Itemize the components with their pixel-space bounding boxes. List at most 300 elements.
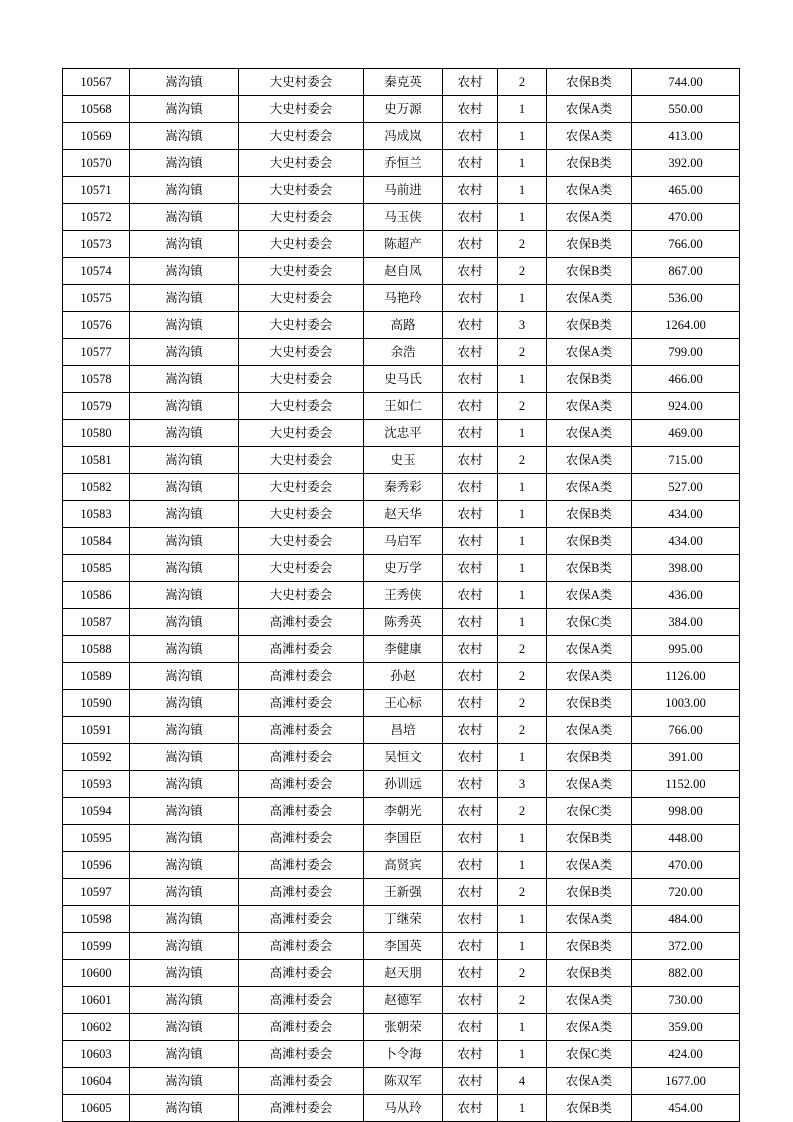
cell-id: 10592: [63, 744, 130, 771]
cell-category: 农保A类: [547, 717, 632, 744]
cell-household_type: 农村: [443, 609, 498, 636]
cell-category: 农保A类: [547, 1068, 632, 1095]
cell-town: 嵩沟镇: [130, 744, 239, 771]
cell-household_type: 农村: [443, 744, 498, 771]
cell-id: 10582: [63, 474, 130, 501]
cell-household_type: 农村: [443, 879, 498, 906]
cell-category: 农保A类: [547, 177, 632, 204]
cell-id: 10573: [63, 231, 130, 258]
cell-name: 王心标: [364, 690, 443, 717]
cell-name: 陈双军: [364, 1068, 443, 1095]
table-row: [63, 825, 740, 852]
cell-category: 农保B类: [547, 69, 632, 96]
cell-id: 10581: [63, 447, 130, 474]
cell-id: 10586: [63, 582, 130, 609]
cell-id: 10584: [63, 528, 130, 555]
cell-category: 农保B类: [547, 825, 632, 852]
cell-household_type: 农村: [443, 177, 498, 204]
cell-village: 高滩村委会: [239, 798, 364, 825]
cell-household_type: 农村: [443, 690, 498, 717]
cell-village: 大史村委会: [239, 393, 364, 420]
cell-household_type: 农村: [443, 123, 498, 150]
cell-amount: 720.00: [632, 879, 740, 906]
table-row: [63, 717, 740, 744]
cell-category: 农保B类: [547, 528, 632, 555]
cell-village: 高滩村委会: [239, 744, 364, 771]
cell-persons: 1: [498, 528, 547, 555]
cell-name: 卜令海: [364, 1041, 443, 1068]
table-row: [63, 636, 740, 663]
table-row: [63, 582, 740, 609]
cell-id: 10576: [63, 312, 130, 339]
cell-persons: 1: [498, 1014, 547, 1041]
cell-town: 嵩沟镇: [130, 1095, 239, 1122]
cell-amount: 766.00: [632, 231, 740, 258]
cell-name: 孙训远: [364, 771, 443, 798]
cell-household_type: 农村: [443, 312, 498, 339]
cell-name: 昌培: [364, 717, 443, 744]
cell-persons: 1: [498, 555, 547, 582]
cell-town: 嵩沟镇: [130, 555, 239, 582]
cell-amount: 766.00: [632, 717, 740, 744]
cell-id: 10570: [63, 150, 130, 177]
cell-category: 农保A类: [547, 285, 632, 312]
table-row: [63, 123, 740, 150]
cell-amount: 470.00: [632, 204, 740, 231]
cell-category: 农保B类: [547, 231, 632, 258]
table-row: [63, 393, 740, 420]
cell-category: 农保A类: [547, 420, 632, 447]
cell-village: 高滩村委会: [239, 987, 364, 1014]
table-row: [63, 150, 740, 177]
cell-amount: 413.00: [632, 123, 740, 150]
table-row: [63, 312, 740, 339]
cell-persons: 2: [498, 717, 547, 744]
cell-village: 大史村委会: [239, 312, 364, 339]
cell-town: 嵩沟镇: [130, 717, 239, 744]
cell-village: 大史村委会: [239, 528, 364, 555]
cell-persons: 1: [498, 744, 547, 771]
cell-amount: 466.00: [632, 366, 740, 393]
cell-name: 李朝光: [364, 798, 443, 825]
cell-village: 高滩村委会: [239, 609, 364, 636]
table-row: [63, 366, 740, 393]
cell-household_type: 农村: [443, 96, 498, 123]
cell-town: 嵩沟镇: [130, 1068, 239, 1095]
cell-amount: 470.00: [632, 852, 740, 879]
cell-town: 嵩沟镇: [130, 987, 239, 1014]
cell-id: 10575: [63, 285, 130, 312]
table-row: [63, 798, 740, 825]
cell-category: 农保A类: [547, 204, 632, 231]
cell-name: 乔恒兰: [364, 150, 443, 177]
cell-amount: 998.00: [632, 798, 740, 825]
table-row: [63, 1014, 740, 1041]
cell-id: 10599: [63, 933, 130, 960]
cell-persons: 2: [498, 339, 547, 366]
cell-id: 10588: [63, 636, 130, 663]
cell-id: 10594: [63, 798, 130, 825]
cell-id: 10605: [63, 1095, 130, 1122]
cell-persons: 1: [498, 177, 547, 204]
cell-household_type: 农村: [443, 204, 498, 231]
table-row: [63, 1068, 740, 1095]
cell-category: 农保A类: [547, 663, 632, 690]
cell-persons: 4: [498, 1068, 547, 1095]
cell-persons: 2: [498, 690, 547, 717]
cell-village: 大史村委会: [239, 258, 364, 285]
cell-amount: 799.00: [632, 339, 740, 366]
cell-amount: 1677.00: [632, 1068, 740, 1095]
cell-village: 大史村委会: [239, 285, 364, 312]
cell-amount: 550.00: [632, 96, 740, 123]
cell-id: 10597: [63, 879, 130, 906]
cell-town: 嵩沟镇: [130, 906, 239, 933]
cell-town: 嵩沟镇: [130, 501, 239, 528]
table-row: [63, 231, 740, 258]
cell-town: 嵩沟镇: [130, 96, 239, 123]
cell-amount: 1003.00: [632, 690, 740, 717]
cell-amount: 995.00: [632, 636, 740, 663]
cell-town: 嵩沟镇: [130, 150, 239, 177]
cell-household_type: 农村: [443, 717, 498, 744]
cell-id: 10600: [63, 960, 130, 987]
cell-household_type: 农村: [443, 636, 498, 663]
cell-id: 10602: [63, 1014, 130, 1041]
cell-name: 马启军: [364, 528, 443, 555]
cell-name: 吴恒文: [364, 744, 443, 771]
cell-village: 高滩村委会: [239, 636, 364, 663]
cell-persons: 1: [498, 420, 547, 447]
cell-town: 嵩沟镇: [130, 258, 239, 285]
cell-name: 史万学: [364, 555, 443, 582]
cell-town: 嵩沟镇: [130, 312, 239, 339]
cell-persons: 2: [498, 636, 547, 663]
cell-id: 10578: [63, 366, 130, 393]
cell-amount: 384.00: [632, 609, 740, 636]
cell-household_type: 农村: [443, 933, 498, 960]
cell-category: 农保C类: [547, 1041, 632, 1068]
table-row: [63, 528, 740, 555]
cell-village: 大史村委会: [239, 420, 364, 447]
cell-id: 10567: [63, 69, 130, 96]
cell-household_type: 农村: [443, 555, 498, 582]
cell-persons: 1: [498, 906, 547, 933]
cell-amount: 391.00: [632, 744, 740, 771]
subsidy-roster-table: [62, 68, 740, 1122]
cell-amount: 1152.00: [632, 771, 740, 798]
cell-persons: 2: [498, 258, 547, 285]
cell-household_type: 农村: [443, 285, 498, 312]
cell-category: 农保B类: [547, 690, 632, 717]
cell-name: 赵天朋: [364, 960, 443, 987]
cell-category: 农保B类: [547, 366, 632, 393]
cell-persons: 1: [498, 1041, 547, 1068]
table-row: [63, 879, 740, 906]
cell-id: 10585: [63, 555, 130, 582]
cell-category: 农保A类: [547, 852, 632, 879]
cell-household_type: 农村: [443, 1095, 498, 1122]
cell-household_type: 农村: [443, 852, 498, 879]
cell-town: 嵩沟镇: [130, 339, 239, 366]
cell-category: 农保C类: [547, 609, 632, 636]
cell-name: 王新强: [364, 879, 443, 906]
cell-town: 嵩沟镇: [130, 690, 239, 717]
table-row: [63, 69, 740, 96]
cell-amount: 436.00: [632, 582, 740, 609]
cell-persons: 1: [498, 825, 547, 852]
cell-amount: 1264.00: [632, 312, 740, 339]
cell-amount: 484.00: [632, 906, 740, 933]
cell-town: 嵩沟镇: [130, 231, 239, 258]
cell-household_type: 农村: [443, 987, 498, 1014]
cell-household_type: 农村: [443, 258, 498, 285]
cell-name: 史万源: [364, 96, 443, 123]
cell-town: 嵩沟镇: [130, 609, 239, 636]
cell-household_type: 农村: [443, 771, 498, 798]
cell-id: 10587: [63, 609, 130, 636]
cell-category: 农保A类: [547, 582, 632, 609]
table-row: [63, 339, 740, 366]
cell-village: 大史村委会: [239, 582, 364, 609]
cell-village: 高滩村委会: [239, 960, 364, 987]
cell-village: 大史村委会: [239, 204, 364, 231]
cell-persons: 1: [498, 582, 547, 609]
cell-persons: 2: [498, 879, 547, 906]
table-row: [63, 933, 740, 960]
cell-id: 10583: [63, 501, 130, 528]
cell-persons: 2: [498, 69, 547, 96]
table-row: [63, 474, 740, 501]
cell-town: 嵩沟镇: [130, 1041, 239, 1068]
cell-persons: 1: [498, 501, 547, 528]
cell-household_type: 农村: [443, 528, 498, 555]
cell-category: 农保A类: [547, 123, 632, 150]
cell-id: 10568: [63, 96, 130, 123]
cell-amount: 359.00: [632, 1014, 740, 1041]
cell-id: 10590: [63, 690, 130, 717]
cell-category: 农保B类: [547, 555, 632, 582]
cell-amount: 1126.00: [632, 663, 740, 690]
cell-town: 嵩沟镇: [130, 474, 239, 501]
cell-name: 马玉侠: [364, 204, 443, 231]
cell-name: 高路: [364, 312, 443, 339]
cell-amount: 469.00: [632, 420, 740, 447]
cell-id: 10580: [63, 420, 130, 447]
cell-id: 10596: [63, 852, 130, 879]
cell-name: 史玉: [364, 447, 443, 474]
cell-persons: 1: [498, 1095, 547, 1122]
cell-town: 嵩沟镇: [130, 204, 239, 231]
cell-village: 高滩村委会: [239, 879, 364, 906]
cell-persons: 1: [498, 852, 547, 879]
table-row: [63, 258, 740, 285]
cell-id: 10571: [63, 177, 130, 204]
cell-household_type: 农村: [443, 420, 498, 447]
cell-category: 农保B类: [547, 150, 632, 177]
cell-town: 嵩沟镇: [130, 366, 239, 393]
cell-village: 高滩村委会: [239, 852, 364, 879]
cell-household_type: 农村: [443, 825, 498, 852]
cell-household_type: 农村: [443, 474, 498, 501]
cell-town: 嵩沟镇: [130, 447, 239, 474]
cell-name: 陈超产: [364, 231, 443, 258]
cell-town: 嵩沟镇: [130, 1014, 239, 1041]
cell-amount: 715.00: [632, 447, 740, 474]
table-row: [63, 987, 740, 1014]
cell-category: 农保A类: [547, 771, 632, 798]
cell-household_type: 农村: [443, 906, 498, 933]
cell-town: 嵩沟镇: [130, 771, 239, 798]
cell-village: 大史村委会: [239, 474, 364, 501]
cell-village: 大史村委会: [239, 555, 364, 582]
cell-village: 高滩村委会: [239, 717, 364, 744]
cell-amount: 882.00: [632, 960, 740, 987]
cell-persons: 1: [498, 933, 547, 960]
cell-town: 嵩沟镇: [130, 933, 239, 960]
cell-village: 高滩村委会: [239, 771, 364, 798]
cell-name: 张朝荣: [364, 1014, 443, 1041]
cell-household_type: 农村: [443, 960, 498, 987]
cell-village: 高滩村委会: [239, 1041, 364, 1068]
table-row: [63, 663, 740, 690]
cell-persons: 1: [498, 150, 547, 177]
cell-name: 李健康: [364, 636, 443, 663]
cell-amount: 454.00: [632, 1095, 740, 1122]
cell-household_type: 农村: [443, 69, 498, 96]
cell-category: 农保B类: [547, 258, 632, 285]
cell-town: 嵩沟镇: [130, 825, 239, 852]
cell-id: 10572: [63, 204, 130, 231]
cell-amount: 924.00: [632, 393, 740, 420]
cell-category: 农保A类: [547, 1014, 632, 1041]
cell-village: 大史村委会: [239, 447, 364, 474]
cell-persons: 2: [498, 798, 547, 825]
cell-persons: 1: [498, 285, 547, 312]
cell-category: 农保B类: [547, 501, 632, 528]
table-row: [63, 204, 740, 231]
cell-persons: 2: [498, 231, 547, 258]
cell-category: 农保A类: [547, 96, 632, 123]
cell-household_type: 农村: [443, 150, 498, 177]
table-row: [63, 501, 740, 528]
cell-household_type: 农村: [443, 1068, 498, 1095]
table-row: [63, 420, 740, 447]
table-row: [63, 1095, 740, 1122]
table-row: [63, 1041, 740, 1068]
cell-name: 赵自凤: [364, 258, 443, 285]
cell-persons: 1: [498, 204, 547, 231]
cell-category: 农保A类: [547, 474, 632, 501]
cell-village: 大史村委会: [239, 231, 364, 258]
cell-name: 冯成岚: [364, 123, 443, 150]
cell-id: 10579: [63, 393, 130, 420]
cell-town: 嵩沟镇: [130, 663, 239, 690]
cell-village: 高滩村委会: [239, 1095, 364, 1122]
cell-category: 农保A类: [547, 447, 632, 474]
cell-persons: 1: [498, 366, 547, 393]
cell-id: 10601: [63, 987, 130, 1014]
cell-town: 嵩沟镇: [130, 582, 239, 609]
cell-name: 马艳玲: [364, 285, 443, 312]
cell-household_type: 农村: [443, 366, 498, 393]
cell-amount: 398.00: [632, 555, 740, 582]
cell-village: 大史村委会: [239, 177, 364, 204]
table-row: [63, 96, 740, 123]
cell-persons: 2: [498, 447, 547, 474]
cell-household_type: 农村: [443, 231, 498, 258]
cell-id: 10604: [63, 1068, 130, 1095]
cell-id: 10595: [63, 825, 130, 852]
cell-id: 10603: [63, 1041, 130, 1068]
cell-amount: 527.00: [632, 474, 740, 501]
cell-id: 10577: [63, 339, 130, 366]
cell-persons: 2: [498, 663, 547, 690]
cell-amount: 424.00: [632, 1041, 740, 1068]
cell-category: 农保A类: [547, 393, 632, 420]
cell-name: 马前进: [364, 177, 443, 204]
cell-village: 高滩村委会: [239, 1068, 364, 1095]
cell-name: 秦秀彩: [364, 474, 443, 501]
cell-village: 大史村委会: [239, 366, 364, 393]
cell-persons: 1: [498, 123, 547, 150]
table-row: [63, 555, 740, 582]
cell-household_type: 农村: [443, 1041, 498, 1068]
cell-id: 10569: [63, 123, 130, 150]
cell-town: 嵩沟镇: [130, 177, 239, 204]
cell-persons: 2: [498, 393, 547, 420]
cell-amount: 465.00: [632, 177, 740, 204]
cell-id: 10598: [63, 906, 130, 933]
cell-amount: 434.00: [632, 501, 740, 528]
cell-category: 农保B类: [547, 933, 632, 960]
cell-persons: 2: [498, 960, 547, 987]
cell-category: 农保B类: [547, 960, 632, 987]
cell-village: 大史村委会: [239, 96, 364, 123]
cell-name: 陈秀英: [364, 609, 443, 636]
cell-town: 嵩沟镇: [130, 393, 239, 420]
cell-name: 丁继荣: [364, 906, 443, 933]
cell-village: 高滩村委会: [239, 690, 364, 717]
cell-amount: 372.00: [632, 933, 740, 960]
cell-name: 赵天华: [364, 501, 443, 528]
table-row: [63, 906, 740, 933]
table-row: [63, 177, 740, 204]
cell-household_type: 农村: [443, 582, 498, 609]
cell-name: 孙赵: [364, 663, 443, 690]
cell-household_type: 农村: [443, 339, 498, 366]
cell-village: 高滩村委会: [239, 825, 364, 852]
cell-persons: 1: [498, 609, 547, 636]
table-row: [63, 960, 740, 987]
cell-village: 大史村委会: [239, 69, 364, 96]
cell-category: 农保B类: [547, 1095, 632, 1122]
cell-name: 沈忠平: [364, 420, 443, 447]
cell-category: 农保A类: [547, 636, 632, 663]
table-row: [63, 771, 740, 798]
cell-household_type: 农村: [443, 798, 498, 825]
cell-category: 农保A类: [547, 906, 632, 933]
cell-persons: 1: [498, 96, 547, 123]
cell-amount: 730.00: [632, 987, 740, 1014]
cell-village: 大史村委会: [239, 150, 364, 177]
cell-name: 史马氏: [364, 366, 443, 393]
table-row: [63, 744, 740, 771]
cell-household_type: 农村: [443, 501, 498, 528]
cell-amount: 434.00: [632, 528, 740, 555]
cell-category: 农保B类: [547, 312, 632, 339]
cell-name: 李国臣: [364, 825, 443, 852]
